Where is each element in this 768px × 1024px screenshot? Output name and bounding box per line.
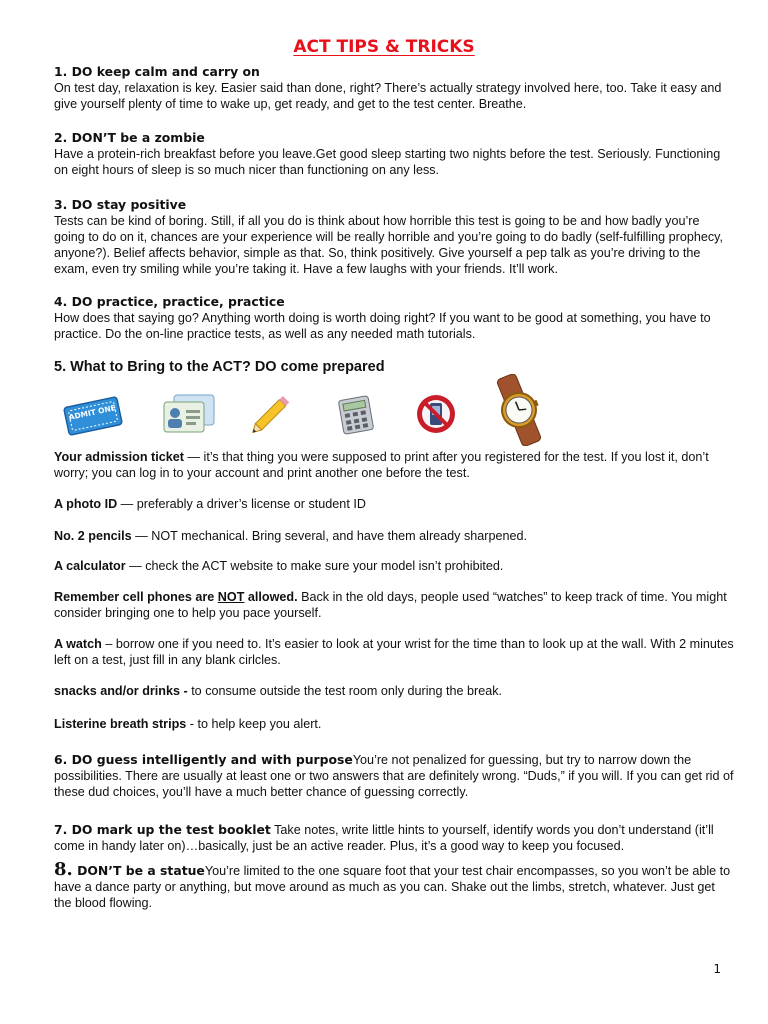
tip-8 xyxy=(54,859,734,911)
section-heading-what-to-bring: 5. What to Bring to the ACT? DO come prepared xyxy=(54,359,385,375)
tip-7 xyxy=(54,822,734,854)
bring-item-admission-ticket xyxy=(54,449,734,481)
bring-item-label-not: NOT xyxy=(217,590,245,604)
bring-item-text: - to help keep you alert. xyxy=(186,717,322,731)
tip-4 xyxy=(54,294,724,342)
bring-item-label: Remember cell phones are xyxy=(54,590,218,604)
bring-item-label: No. 2 pencils xyxy=(54,529,132,543)
tip-heading: 3. DO stay positive xyxy=(54,197,187,212)
bring-item-photo-id xyxy=(54,496,734,512)
tip-number: 8. xyxy=(54,859,73,880)
bring-item-text: — NOT mechanical. Bring several, and have them already sharpened. xyxy=(131,529,527,543)
tip-text: You’re limited to the one square foot that your test chair encompasses, so you won’t be able to have a dance party or anything, but move around as much as you can. Shake out the limbs, stretch, whatever. Just get the blood flowing. xyxy=(54,864,731,910)
bring-item-cell-phones xyxy=(54,589,734,621)
bring-item-breath-strips xyxy=(54,716,734,732)
tip-heading: 1. DO keep calm and carry on xyxy=(54,64,260,79)
bring-item-text: — it’s that thing you were supposed to print after you registered for the test. If you lost it, don’t worry; you can log in to your account and print another one before the test. xyxy=(54,450,709,480)
bring-item-snacks xyxy=(54,683,734,699)
wristwatch-icon xyxy=(484,374,554,446)
tip-3 xyxy=(54,197,724,277)
bring-item-watch xyxy=(54,636,734,668)
photo-id-icon xyxy=(160,393,216,435)
tip-text: You’re not penalized for guessing, but try to narrow down the possibilities. There are usually at least one or two answers that are definitely wrong. “Duds,” if you will. If you can get rid of these dud choices, you’ll have a much better chance of guessing correctly. xyxy=(54,753,734,799)
bring-item-text: to consume outside the test room only during the break. xyxy=(191,684,503,698)
no-cell-phone-icon xyxy=(414,392,458,436)
bring-item-label: snacks and/or drinks - xyxy=(54,684,192,698)
tip-text: Tests can be kind of boring. Still, if all you do is think about how horrible this test is going to be and how badly you’re going to do on it, chances are your experience will be really horrible and you’re going to do badly (self-fulfilling prophecy, anyone?). Belief affects behavior, simple as that. So, think positively. Give yourself a pep talk as you’re driving to the exam, even try smiling while you’re taking it. Have a few laughs with your friends. It’ll work. xyxy=(54,214,724,276)
tip-2 xyxy=(54,130,724,178)
page-title: ACT TIPS & TRICKS xyxy=(293,37,475,57)
tip-heading: 6. DO guess intelligently and with purpose xyxy=(54,752,353,767)
bring-item-pencils xyxy=(54,528,734,544)
page-number: 1 xyxy=(713,962,721,976)
pencil-icon xyxy=(249,391,297,435)
tip-text: On test day, relaxation is key. Easier said than done, right? There’s actually strategy involved here, too. Take it easy and give yourself plenty of time to wake up, get ready, and get to the test center. Breathe. xyxy=(54,81,722,111)
bring-item-label: Your admission ticket xyxy=(54,450,184,464)
bring-item-label: A watch xyxy=(54,637,102,651)
tip-text: Have a protein-rich breakfast before you leave.Get good sleep starting two nights before the test. Seriously. Functioning on eight hours of sleep is so much nicer than functioning on any less. xyxy=(54,147,721,177)
bring-item-calculator xyxy=(54,558,734,574)
bring-item-text: – borrow one if you need to. It’s easier to look at your wrist for the time than to look up at the wall. With 2 minutes left on a test, just fill in any blank cirlcles. xyxy=(54,637,734,667)
tip-heading: DON’T be a statue xyxy=(72,863,205,878)
bring-item-label: Listerine breath strips xyxy=(54,717,187,731)
bring-item-text: Back in the old days, people used “watches” to keep track of time. You might consider bringing one to help you pace yourself. xyxy=(54,590,727,620)
bring-item-text: — preferably a driver’s license or student ID xyxy=(117,497,366,511)
bring-item-label: allowed. xyxy=(244,590,298,604)
tip-text: Take notes, write little hints to yourself, identify words you don’t understand (it’ll come in handy later on)…basically, just be an active reader. Plus, it’s a good way to keep you focused. xyxy=(54,823,714,853)
tip-heading: 4. DO practice, practice, practice xyxy=(54,294,285,309)
bring-item-label: A photo ID xyxy=(54,497,118,511)
calculator-icon xyxy=(335,394,377,436)
tip-heading: 2. DON’T be a zombie xyxy=(54,130,205,145)
tip-text: How does that saying go? Anything worth doing is worth doing right? If you want to be good at something, you have to practice. Do the on-line practice tests, as well as any needed math tutorials. xyxy=(54,311,711,341)
tip-6 xyxy=(54,752,734,800)
tip-heading: 7. DO mark up the test booklet xyxy=(54,822,271,837)
bring-item-label: A calculator xyxy=(54,559,126,573)
tip-1 xyxy=(54,64,724,112)
ticket-label: ADMIT ONE xyxy=(67,403,117,422)
bring-item-text: — check the ACT website to make sure your model isn’t prohibited. xyxy=(125,559,504,573)
admit-ticket-icon xyxy=(60,396,126,436)
